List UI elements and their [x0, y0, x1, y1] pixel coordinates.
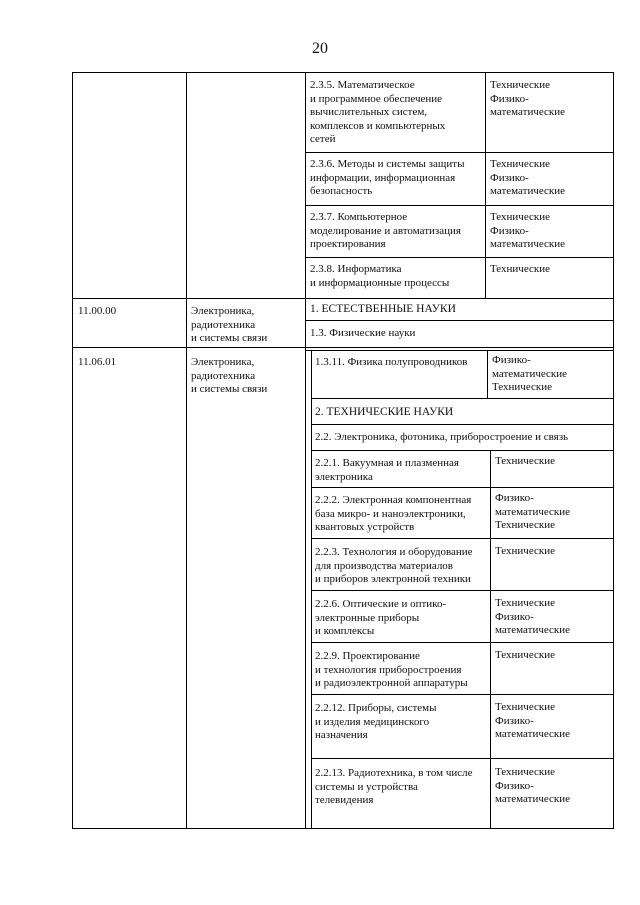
- sciences-2-2-2: Физико- математические Технические: [495, 492, 571, 532]
- section-technical-sciences: 2. ТЕХНИЧЕСКИЕ НАУКИ: [315, 406, 454, 418]
- name-11-00-00: Электроника, радиотехника и системы связи: [191, 305, 268, 345]
- sciences-2-2-3: Технические: [495, 545, 555, 557]
- spec-2-2-2: 2.2.2. Электронная компонентная база микро- и наноэлектроники, квантовых устройств: [315, 494, 472, 534]
- sciences-1-3-11: Физико- математические Технические: [492, 354, 568, 394]
- sciences-2-3-7: Технические Физико- математические: [490, 211, 566, 251]
- code-11-06-01: 11.06.01: [78, 356, 117, 368]
- sciences-2-3-8: Технические: [490, 263, 550, 275]
- spec-2-3-7: 2.3.7. Компьютерное моделирование и автоматизация проектирования: [310, 211, 461, 251]
- code-11-00-00: 11.00.00: [78, 305, 117, 317]
- sciences-2-3-5: Технические Физико- математические: [490, 79, 566, 119]
- section-natural-sciences: 1. ЕСТЕСТВЕННЫЕ НАУКИ: [310, 303, 456, 315]
- subsection-physics: 1.3. Физические науки: [310, 327, 416, 339]
- name-11-06-01: Электроника, радиотехника и системы связи: [191, 356, 268, 396]
- sciences-2-2-1: Технические: [495, 455, 555, 467]
- sciences-2-2-13: Технические Физико- математические: [495, 766, 571, 806]
- spec-2-3-6: 2.3.6. Методы и системы защиты информации, информационная безопасность: [310, 158, 465, 198]
- sciences-2-3-6: Технические Физико- математические: [490, 158, 566, 198]
- page-number: 20: [312, 40, 328, 57]
- spec-1-3-11: 1.3.11. Физика полупроводников: [315, 356, 468, 368]
- spec-2-3-8: 2.3.8. Информатика и информационные процессы: [310, 263, 450, 289]
- sciences-2-2-9: Технические: [495, 649, 555, 661]
- sciences-2-2-6: Технические Физико- математические: [495, 597, 571, 637]
- subsection-electronics: 2.2. Электроника, фотоника, приборостроение и связь: [315, 431, 569, 443]
- spec-2-3-5: 2.3.5. Математическое и программное обеспечение вычислительных систем, комплексов и компьютерных сетей: [310, 79, 446, 146]
- spec-2-2-9: 2.2.9. Проектирование и технология приборостроения и радиоэлектронной аппаратуры: [315, 650, 468, 690]
- spec-2-2-6: 2.2.6. Оптические и оптико- электронные приборы и комплексы: [315, 598, 447, 638]
- spec-2-2-13: 2.2.13. Радиотехника, в том числе системы и устройства телевидения: [315, 767, 473, 807]
- spec-2-2-1: 2.2.1. Вакуумная и плазменная электроника: [315, 457, 459, 483]
- sciences-2-2-12: Технические Физико- математические: [495, 701, 571, 741]
- spec-2-2-12: 2.2.12. Приборы, системы и изделия медицинского назначения: [315, 702, 437, 742]
- spec-2-2-3: 2.2.3. Технология и оборудование для производства материалов и приборов электронной техники: [315, 546, 473, 586]
